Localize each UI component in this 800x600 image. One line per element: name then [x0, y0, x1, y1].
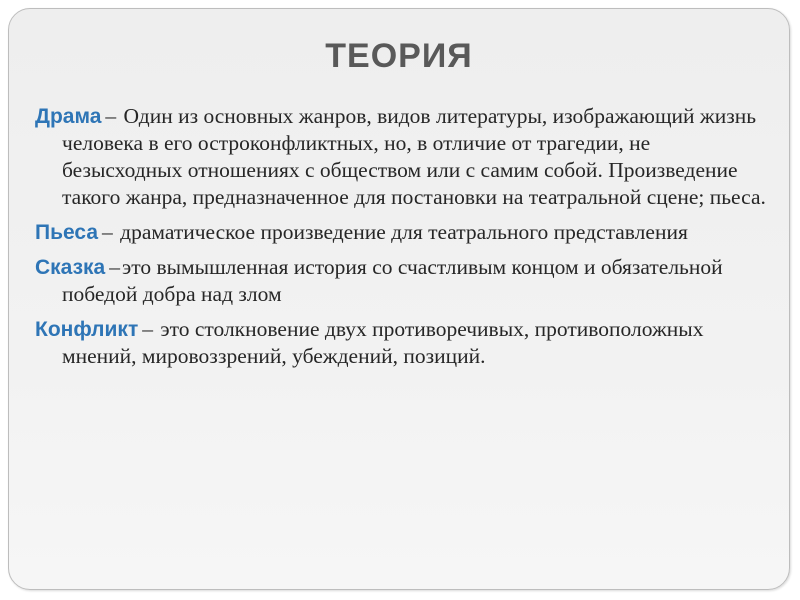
definition-entry-fairy-tale — [35, 254, 775, 308]
slide-title: ТЕОРИЯ — [325, 37, 473, 75]
term-dash: – — [102, 220, 113, 244]
definition-text: драматическое произведение для театрального представления — [114, 220, 688, 244]
definition-entry-conflict — [35, 316, 775, 370]
definition-text: это вымышленная история со счастливым концом и обязательной победой добра над злом — [62, 255, 723, 306]
definition-text: Один из основных жанров, видов литературы, изображающий жизнь человека в его остроконфликтных, но, в отличие от трагедии, не безысходных отношениях с обществом или с самим собой. Произведение такого жанра, предназначенное для постановки на театральной сцене; пьеса. — [62, 104, 766, 209]
term-dash: – — [105, 104, 117, 128]
term-label: Драма — [35, 105, 102, 128]
term-label: Пьеса — [35, 221, 99, 244]
definition-entry-play — [35, 219, 775, 246]
definition-entry-drama — [35, 103, 775, 211]
definition-text: это столкновение двух противоречивых, противоположных мнений, мировоззрений, убеждений, позиций. — [62, 317, 704, 368]
slide-content — [35, 103, 775, 378]
term-dash: – — [142, 317, 153, 341]
term-label: Конфликт — [35, 318, 139, 341]
slide — [8, 8, 790, 590]
term-label: Сказка — [35, 256, 106, 279]
term-dash: – — [109, 255, 120, 279]
